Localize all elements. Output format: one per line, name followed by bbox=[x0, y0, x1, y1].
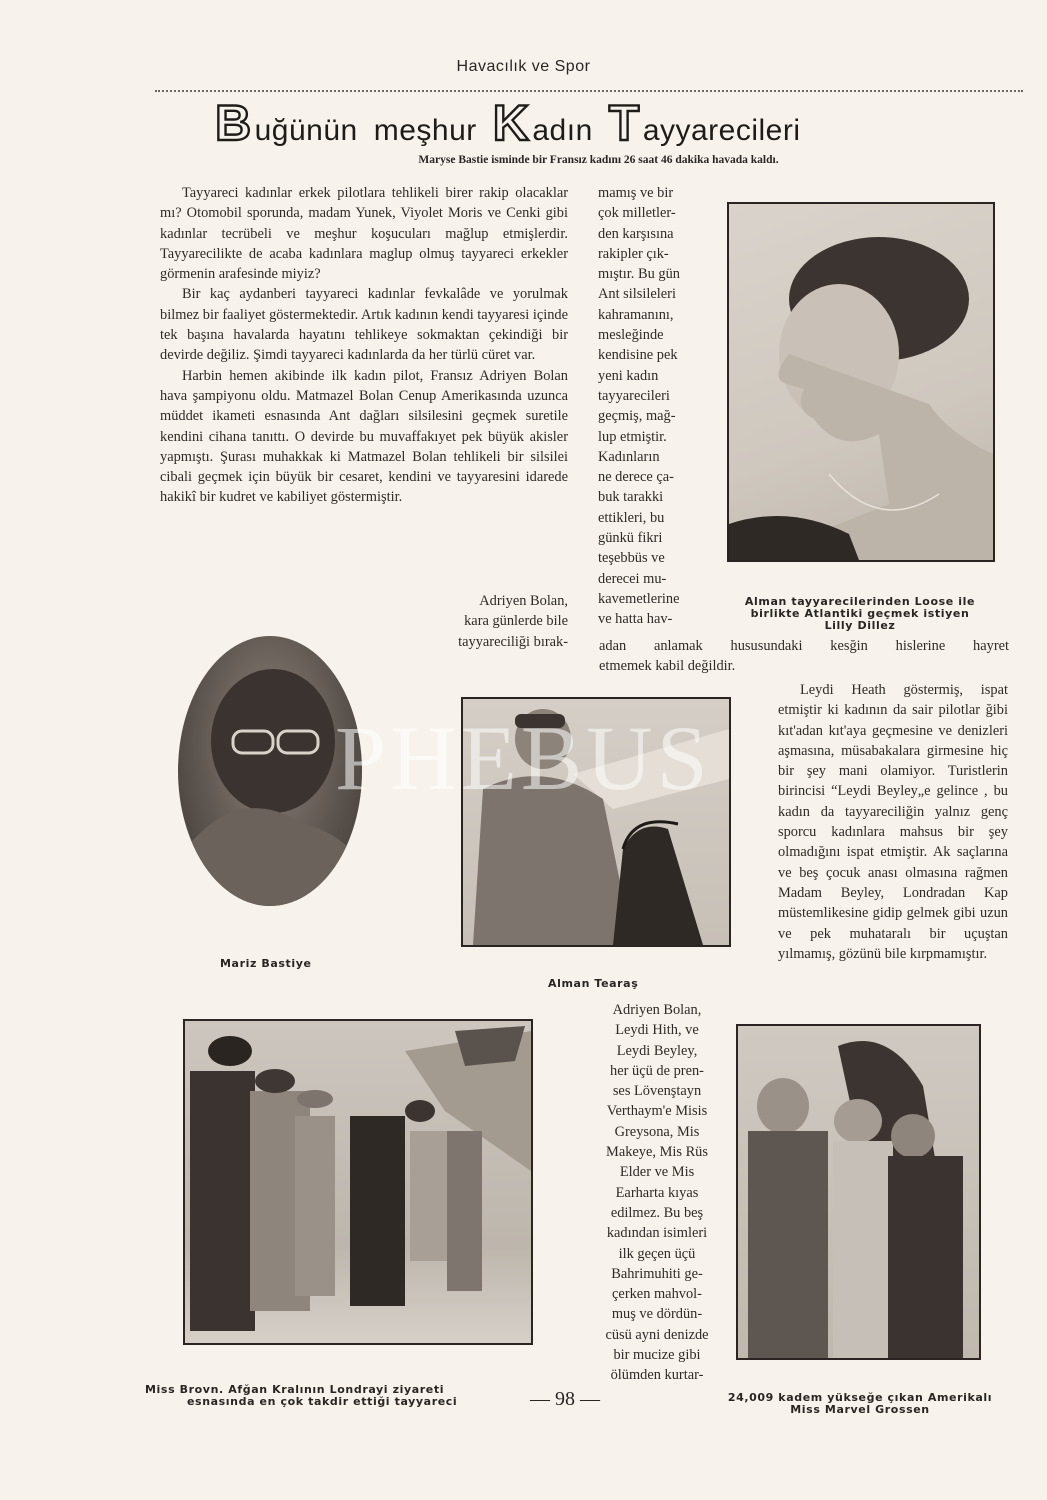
paragraph: Bir kaç aydanberi tayyareci kadınlar fevkalâde ve yorulmak bilmez bir faaliyet göstermektedir. Artık kadının kendi tayyaresi içinde tek başına havalarda hayatını tehlikeye sokmaktan çekindiği bir devirde değiliz. Şimdi tayyareci kadınlarda da her türlü cüret var. bbox=[160, 286, 569, 364]
drop-cap-k: K bbox=[492, 95, 530, 151]
photo-alman-tearas bbox=[461, 697, 731, 947]
photo-mariz-bastiye bbox=[178, 636, 362, 906]
headline-word-text: ayyarecileri bbox=[642, 114, 801, 147]
caption-line: 24,009 kadem yükseğe çıkan Amerikalı bbox=[727, 1391, 993, 1404]
caption-miss-brovn bbox=[145, 1384, 485, 1408]
text-line: ilk geçen üçü bbox=[618, 1245, 696, 1262]
article-wide-line: etmemek kabil değildir. bbox=[599, 658, 736, 674]
photo-lilly-dillez bbox=[727, 202, 995, 562]
caption-marvel-grossen bbox=[715, 1392, 1005, 1416]
headline-word-text: uğünün bbox=[254, 114, 358, 147]
paragraph: Harbin hemen akibinde ilk kadın pilot, Fransız Adriyen Bolan hava şampiyonu oldu. Matmazel Bolan Cenup Amerikasında uzunca müddet ikameti esnasında Ant dağları silsilesini geçmek suretile kendini cihana tanıttı. O devirde bu muvaffakıyet pek büyük akisler yapmıştı. Şurası muhakkak ki Matmazel Bolan tehlikeli bir silsilei cibali geçmek için büyük bir cesaret, kendini ve tayyaresini idarede hakikî bir kudret ve kabiliyet göstermiştir. bbox=[160, 367, 568, 506]
text-line: çerken mahvol- bbox=[612, 1286, 702, 1303]
text-line: edilmez. Bu beş bbox=[610, 1204, 704, 1221]
caption-mariz-bastiye bbox=[220, 958, 340, 970]
text-line: rakipler çık- bbox=[598, 245, 669, 262]
text-line: Makeye, Mis Rüs bbox=[606, 1144, 708, 1161]
pilot-in-cockpit-illustration bbox=[463, 699, 729, 945]
text-line: Greysona, Mis bbox=[614, 1123, 700, 1140]
drop-cap-t: T bbox=[608, 95, 640, 151]
text-line: ettikleri, bu bbox=[598, 509, 665, 526]
group-portrait-illustration bbox=[738, 1026, 979, 1358]
group-with-airplane-illustration bbox=[185, 1021, 531, 1343]
text-line: Adriyen Bolan, bbox=[612, 1002, 702, 1018]
aviator-portrait-illustration bbox=[178, 636, 362, 906]
text-line: teşebbüs ve bbox=[598, 550, 665, 567]
article-column-2 bbox=[598, 183, 702, 630]
caption-line: Alman tayyarecilerinden Loose ile bbox=[744, 595, 976, 608]
text-line: kadından isimleri bbox=[606, 1225, 708, 1242]
section-label: Havacılık ve Spor bbox=[456, 58, 591, 75]
drop-cap-b: B bbox=[215, 95, 252, 151]
portrait-illustration bbox=[729, 204, 993, 560]
text-line: günkü fikri bbox=[598, 530, 663, 547]
text-line: kendisine pek bbox=[598, 347, 678, 364]
text-line: Elder ve Mis bbox=[619, 1164, 695, 1181]
article-column-3 bbox=[778, 680, 1008, 964]
caption-line: Miss Marvel Grossen bbox=[790, 1403, 930, 1416]
text-line: tayyarecileri bbox=[598, 387, 670, 404]
caption-line: birlikte Atlantiki geçmek istiyen bbox=[750, 607, 970, 620]
text-line: çok milletler- bbox=[598, 205, 676, 222]
text-line: kavemetlerine bbox=[598, 590, 680, 607]
headline-word-text: adın bbox=[532, 114, 593, 147]
text-line: ses Lövenştayn bbox=[612, 1083, 702, 1100]
article-column-4 bbox=[590, 1000, 724, 1386]
text-line: ve hatta hav- bbox=[598, 611, 673, 628]
text-line: geçmiş, mağ- bbox=[598, 408, 676, 425]
article-wide-line: adan anlamak hususundaki kesğin hislerine hayret bbox=[599, 638, 1009, 654]
text-line: den karşısına bbox=[598, 225, 674, 242]
paragraph: Tayyareci kadınlar erkek pilotlara tehlikeli birer rakip olacaklar mı? Otomobil sporunda, madam Yunek, Viyolet Moris ve Cenki gibi kadınlar tecrübeli ve meşhur koşucuları mağlup etmişlerdir. Tayyarecilikte de acaba kadınlara maglup olmuş tayyareci erkekler görmenin arafesinde miyiz? bbox=[160, 185, 568, 283]
article-column-1-tail bbox=[436, 591, 568, 652]
headline-word-2 bbox=[374, 114, 477, 148]
headline-word-1 bbox=[215, 95, 358, 151]
headline-word-4 bbox=[608, 95, 801, 151]
text-line: mesleğinde bbox=[598, 327, 664, 344]
text-line: ölümden kurtar- bbox=[610, 1367, 704, 1384]
text-line: Kadınların bbox=[598, 448, 660, 465]
text-line: ne derece ça- bbox=[598, 469, 674, 486]
paragraph: Leydi Heath göstermiş, ispat etmiştir ki kadının da sair pilotlar ğibi kıt'adan kıt'aya geçmesine ve denizleri aşmasına, müsabakalara girmesine hiç bir şey mani olamiyor. Turistlerin birincisi “Leydi Beyley„e gelince , bu kadın da tayyareciliğin yalnız genç sporcu kadınlara mahsus bir şey olmadığını ispat etmiştir. Ak saçlarına ve beş çocuk anası olmasına rağmen Madam Beyley, Londradan Kap müstemlikesine gidip gelmek gibi uzun ve pek muhataralı bir uçuştan yılmamış, gözünü bile kırpmamıştır. bbox=[778, 682, 1008, 962]
article-column-1 bbox=[160, 183, 568, 508]
text-line: tayyareciliği bırak- bbox=[458, 633, 568, 650]
text-line: buk tarakki bbox=[598, 489, 664, 506]
text-line: Leydi Beyley, bbox=[616, 1042, 698, 1059]
text-line: Adriyen Bolan, bbox=[479, 593, 568, 609]
text-line: Bahrimuhiti ge- bbox=[611, 1265, 703, 1282]
text-line: derecei mu- bbox=[598, 570, 667, 587]
photo-marvel-grossen bbox=[736, 1024, 981, 1360]
watermark: PHEBUS bbox=[335, 707, 712, 809]
subtitle: Maryse Bastie isminde bir Fransız kadını 26 saat 46 dakika havada kaldı. bbox=[418, 154, 779, 166]
header-divider bbox=[155, 90, 1023, 92]
text-line: yeni kadın bbox=[598, 367, 659, 384]
text-line: lup etmiştir. bbox=[598, 428, 667, 445]
text-line: mıştır. Bu gün bbox=[598, 266, 680, 283]
text-line: Leydi Hith, ve bbox=[615, 1022, 699, 1039]
caption-line: Lilly Dillez bbox=[824, 619, 896, 632]
headline-word-text: meşhur bbox=[373, 114, 477, 147]
text-line: kara günlerde bile bbox=[464, 613, 568, 630]
text-line: cüsü ayni denizde bbox=[605, 1326, 709, 1343]
text-line: mamış ve bir bbox=[598, 185, 674, 201]
caption-line: Mariz Bastiye bbox=[220, 957, 312, 970]
text-line: Ant silsileleri bbox=[598, 286, 676, 303]
caption-lilly-dillez bbox=[720, 596, 1000, 632]
headline bbox=[215, 95, 975, 151]
headline-word-3 bbox=[492, 95, 593, 151]
caption-alman-tearas bbox=[548, 978, 668, 990]
caption-line: Alman Tearaş bbox=[548, 977, 639, 990]
caption-line: Miss Brovn. Afğan Kralının Londrayi ziyareti bbox=[145, 1383, 445, 1396]
photo-miss-brovn bbox=[183, 1019, 533, 1345]
page-number: — 98 — bbox=[530, 1388, 600, 1410]
text-line: her üçü de pren- bbox=[610, 1062, 704, 1079]
text-line: kahramanını, bbox=[598, 306, 674, 323]
text-line: Earharta kıyas bbox=[615, 1184, 699, 1201]
text-line: Verthaym'e Misis bbox=[606, 1103, 708, 1120]
text-line: muş ve dördün- bbox=[611, 1306, 703, 1323]
caption-line: esnasında en çok takdir ettiği tayyareci bbox=[187, 1395, 458, 1408]
text-line: bir mucize gibi bbox=[613, 1347, 701, 1364]
